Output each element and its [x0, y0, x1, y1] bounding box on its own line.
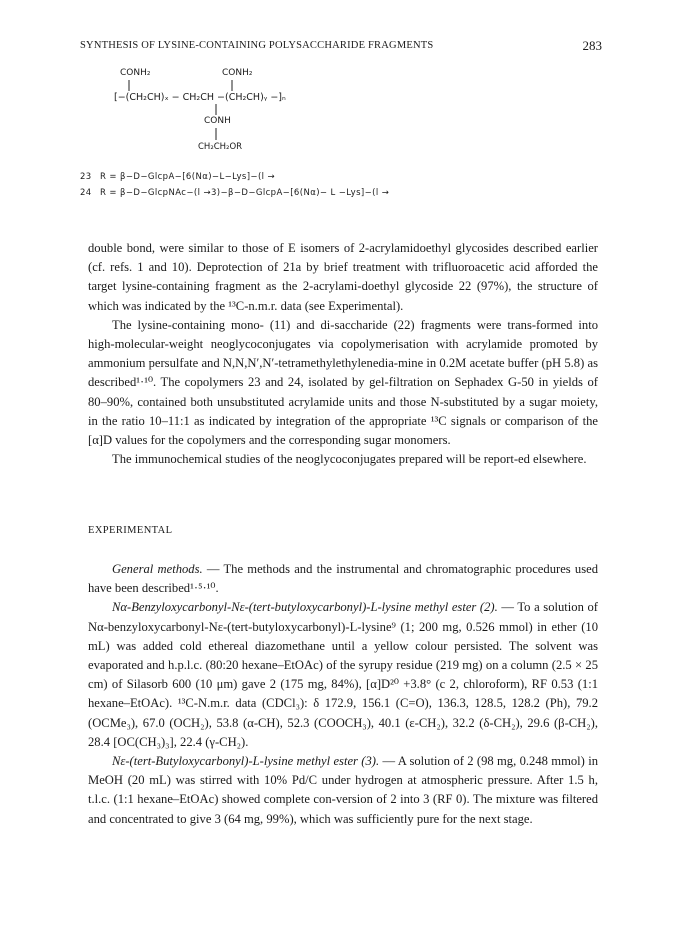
compound-2-text: — To a solution of Nα-benzyloxycarbonyl-Nε-(tert-butyloxycarbonyl)-L-lysine⁹ (1; 200 mg, 0.526 mmol) in ether (10 mL) was added cold ethereal diazomethane until a yellow colour persisted. The solvent was evaporated and h.p.l.c. (80:20 hexane–EtOAc) of the syrupy residue (219 mg) on a column (2.5 × 25 cm) of Silasorb 600 (10 μm) gave 2 (175 mg, 84%), [α]D²⁰ +3.8° (c 2, chloroform), RF 0.53 (1:1 hexane–EtOAc). ¹³C-N.m.r. data (CDCl₃): δ 172.9, 156.1 (C=O), 136.3, 128.5, 128.2 (Ph), 79.2 (OCMe₃), 67.0 (OCH₂), 53.8 (α-CH), 52.3 (COOCH₃), 40.1 (ε-CH₂), 32.2 (δ-CH₂), 29.6 (β-CH₂), 28.4 [OC(CH₃)₃], 22.4 (γ-CH₂). — [88, 600, 598, 749]
compound-2-title: Nα-Benzyloxycarbonyl-Nε-(tert-butyloxycarbonyl)-L-lysine methyl ester (2). — [112, 600, 498, 615]
conh2-left-label: CONH₂ — [120, 68, 151, 78]
discussion-text — [88, 239, 598, 469]
general-methods-title: General methods. — [112, 562, 203, 576]
conh2-right-label: CONH₂ — [222, 68, 253, 78]
side-chain-conh: CONH — [204, 116, 231, 126]
definition-23-text: R = β−D−GlcpA−[6(Nα)−L−Lys]−(l → — [100, 172, 276, 182]
structure-bonds — [80, 66, 602, 226]
polymer-backbone: [−(CH₂CH)ₓ − CH₂CH −(CH₂CH)ᵧ −]ₙ — [114, 92, 286, 103]
experimental-section — [88, 560, 598, 829]
definition-24-number: 24 — [80, 188, 92, 198]
running-title: SYNTHESIS OF LYSINE-CONTAINING POLYSACCHARIDE FRAGMENTS — [80, 40, 434, 51]
polymer-structure-figure — [80, 66, 602, 226]
experimental-heading: EXPERIMENTAL — [88, 525, 173, 536]
side-chain-ch2ch2or: CH₂CH₂OR — [198, 142, 243, 152]
compound-3-title: Nε-(tert-Butyloxycarbonyl)-L-lysine methyl ester (3). — [112, 754, 380, 769]
compound-3-paragraph — [88, 752, 598, 829]
general-methods-paragraph — [88, 560, 598, 598]
general-methods-text: — The methods and the instrumental and chromatographic procedures used have been described¹·⁵·¹⁰. — [88, 562, 599, 596]
page-number: 283 — [582, 38, 602, 53]
paragraph-2: The lysine-containing mono- (11) and di-saccharide (22) fragments were trans-formed into high-molecular-weight neoglycoconjugates via copolymerisation with acrylamide promoted by ammonium persulfate and N,N,N′,N′-tetramethylethylenedia-mine in 0.2M acetate buffer (pH 5.8) as described¹·¹⁰. The copolymers 23 and 24, isolated by gel-filtration on Sephadex G-50 in yields of 80–90%, contained both unsubstituted acrylamide units and those N-substituted by a sugar moiety, in the ratio 10–11:1 as indicated by integration of the appropriate ¹³C signals or comparison of the [α]D values for the copolymers and the corresponding sugar monomers. — [88, 317, 598, 448]
definition-23-number: 23 — [80, 172, 92, 182]
definition-24-text: R = β−D−GlcpNAc−(l →3)−β−D−GlcpA−[6(Nα)− L −Lys]−(l → — [100, 188, 390, 198]
compound-3-text: — A solution of 2 (98 mg, 0.248 mmol) in MeOH (20 mL) was stirred with 10% Pd/C under hydrogen at atmospheric pressure. After 1.5 h, t.l.c. (1:1 hexane–EtOAc) showed complete con-version of 2 into 3 (RF 0). The mixture was filtered and concentrated to give 3 (64 mg, 99%), which was sufficiently pure for the next stage. — [88, 754, 598, 826]
paragraph-1: double bond, were similar to those of E isomers of 2-acrylamidoethyl glycosides described earlier (cf. refs. 1 and 10). Deprotection of 21a by brief treatment with trifluoroacetic acid afforded the target lysine-containing fragment as the 2-acrylami-doethyl glycoside 22 (97%), the structure of which was indicated by the ¹³C-n.m.r. data (see Experimental). — [88, 241, 598, 313]
paragraph-3: The immunochemical studies of the neoglycoconjugates prepared will be report-ed elsewhere. — [112, 452, 587, 467]
page-header — [80, 38, 602, 58]
compound-2-paragraph — [88, 598, 598, 752]
